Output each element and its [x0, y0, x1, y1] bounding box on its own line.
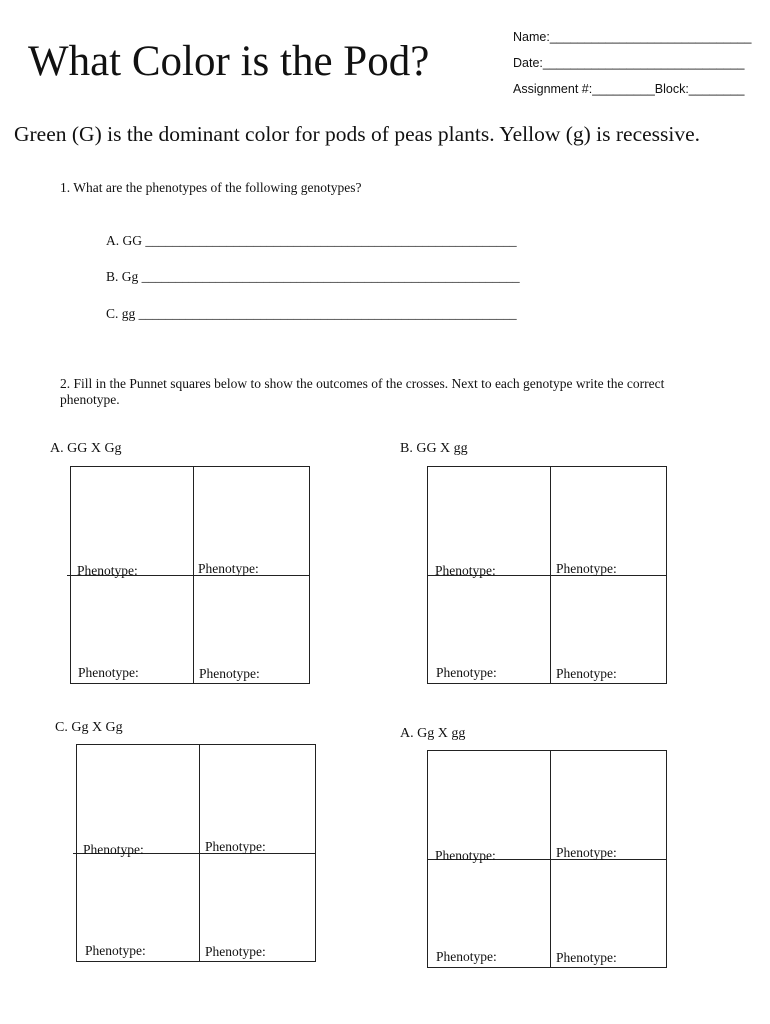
- phenotype-label[interactable]: Phenotype:: [556, 561, 617, 576]
- phenotype-label[interactable]: Phenotype:: [556, 950, 617, 965]
- question-2-prompt: 2. Fill in the Punnet squares below to show the outcomes of the crosses. Next to each genotype write the correct phenotype.: [60, 376, 665, 407]
- page-title: What Color is the Pod?: [28, 38, 430, 85]
- name-field[interactable]: Name:_____________________________: [513, 30, 752, 44]
- phenotype-label[interactable]: Phenotype:: [436, 665, 497, 680]
- phenotype-label[interactable]: Phenotype:: [556, 666, 617, 681]
- phenotype-label[interactable]: Phenotype:: [205, 839, 266, 854]
- punnett-square: [427, 466, 667, 684]
- punnett-square: [70, 466, 310, 684]
- question-1-answer-b[interactable]: B. Gg ________________________________________________________: [106, 269, 520, 284]
- phenotype-label[interactable]: Phenotype:: [556, 845, 617, 860]
- cross-label: B. GG X gg: [400, 441, 468, 456]
- question-1-prompt: 1. What are the phenotypes of the following genotypes?: [60, 180, 362, 195]
- phenotype-label[interactable]: Phenotype:: [83, 842, 144, 857]
- intro-text: Green (G) is the dominant color for pods of peas plants. Yellow (g) is recessive.: [14, 122, 701, 146]
- question-1-answer-a[interactable]: A. GG _______________________________________________________: [106, 233, 517, 248]
- punnett-square: [76, 744, 316, 962]
- question-1-answer-c[interactable]: C. gg ________________________________________________________: [106, 306, 517, 321]
- cross-label: C. Gg X Gg: [55, 720, 123, 735]
- phenotype-label[interactable]: Phenotype:: [205, 944, 266, 959]
- phenotype-label[interactable]: Phenotype:: [435, 563, 496, 578]
- phenotype-label[interactable]: Phenotype:: [198, 561, 259, 576]
- assignment-block-field[interactable]: Assignment #:_________Block:________: [513, 82, 745, 96]
- phenotype-label[interactable]: Phenotype:: [199, 666, 260, 681]
- phenotype-label[interactable]: Phenotype:: [77, 563, 138, 578]
- cross-label: A. GG X Gg: [50, 441, 122, 456]
- phenotype-label[interactable]: Phenotype:: [78, 665, 139, 680]
- punnett-square: [427, 750, 667, 968]
- date-field[interactable]: Date:_____________________________: [513, 56, 745, 70]
- cross-label: A. Gg X gg: [400, 726, 466, 741]
- phenotype-label[interactable]: Phenotype:: [435, 848, 496, 863]
- phenotype-label[interactable]: Phenotype:: [436, 949, 497, 964]
- phenotype-label[interactable]: Phenotype:: [85, 943, 146, 958]
